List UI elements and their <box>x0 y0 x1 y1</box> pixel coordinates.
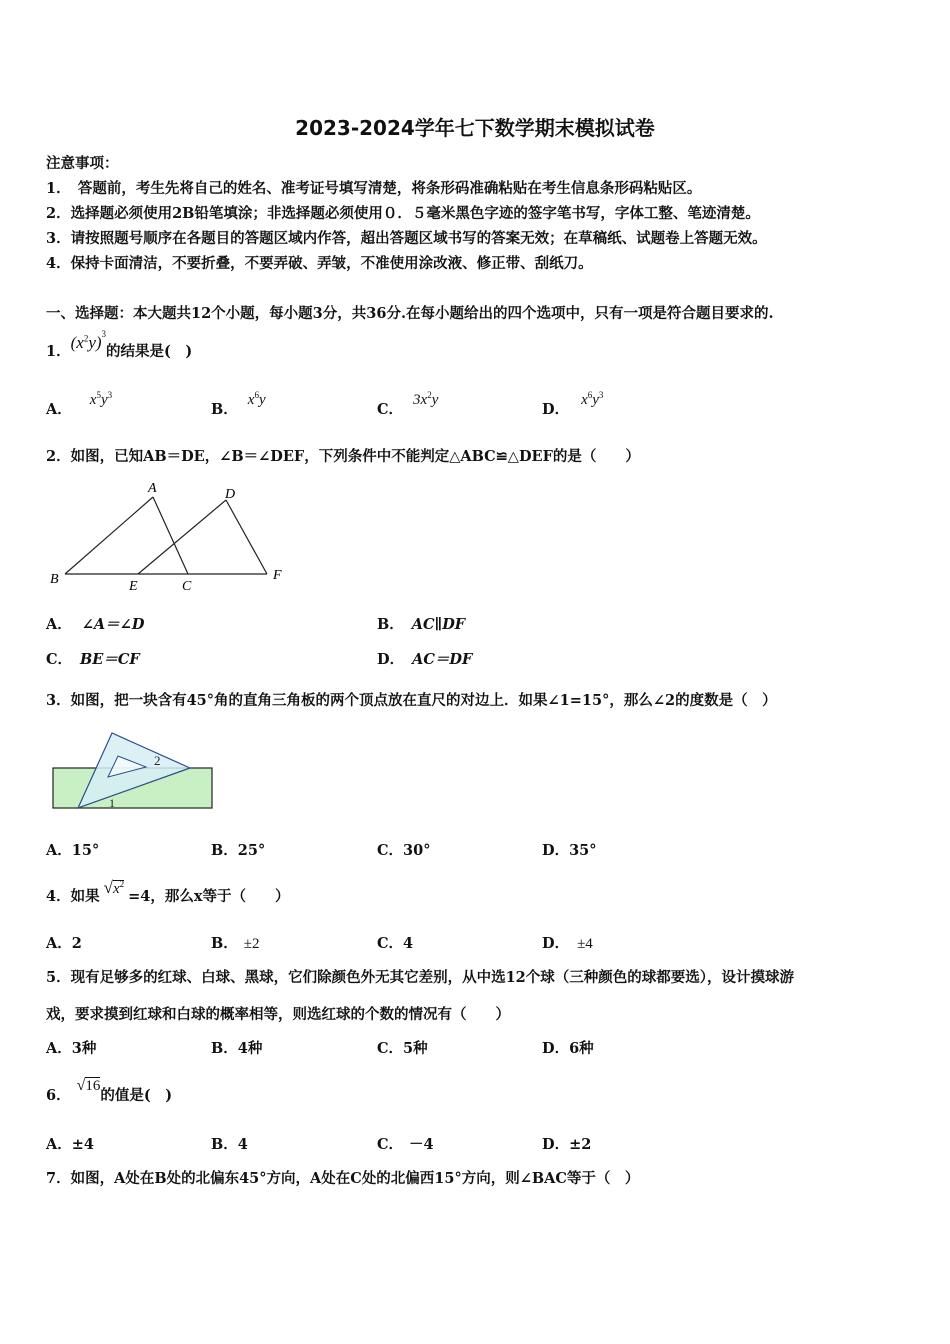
notice-heading: 注意事项： <box>46 155 119 172</box>
question-text: 的值是( ) <box>100 1087 173 1104</box>
sqrt-expression: √16 <box>76 1077 101 1094</box>
option-c[interactable]: C．$3x^2y$ <box>377 390 439 418</box>
triangle-figure <box>40 476 300 596</box>
option-b[interactable]: B．4种 <box>211 1040 263 1057</box>
label-b: B <box>50 572 59 587</box>
option-a[interactable]: A．$x^5y^3$ <box>46 390 113 418</box>
option-a[interactable]: A． ∠A＝∠D <box>46 616 145 633</box>
option-b[interactable]: B．4 <box>211 1136 248 1153</box>
question-7-text: 7．如图，A处在B处的北偏东45°方向，A处在C处的北偏西15°方向，则∠BAC等于（ ） <box>46 1170 640 1187</box>
line-ba <box>65 497 153 574</box>
question-number: 1． <box>46 343 71 360</box>
option-d[interactable]: D．6种 <box>542 1040 594 1057</box>
notice-item: 1． 答题前，考生先将自己的姓名、准考证号填写清楚，将条形码准确粘贴在考生信息条形码粘贴区。 <box>46 180 702 197</box>
option-c[interactable]: C． BE＝CF <box>46 651 140 668</box>
option-d[interactable]: D．±2 <box>542 1136 592 1153</box>
option-d[interactable]: D．35° <box>542 842 597 859</box>
option-a[interactable]: A．3种 <box>46 1040 97 1057</box>
line-ac <box>153 497 188 574</box>
question-text: =4，那么x等于（ ） <box>128 888 290 905</box>
question-number: 6． <box>46 1087 71 1104</box>
label-c: C <box>182 579 192 594</box>
option-c[interactable]: C．4 <box>377 935 414 952</box>
angle-1-label: 1 <box>109 796 115 810</box>
option-d[interactable]: D． AC＝DF <box>377 651 473 668</box>
option-b[interactable]: B． ±2 <box>211 935 260 952</box>
label-d: D <box>225 487 236 502</box>
option-c[interactable]: C．5种 <box>377 1040 428 1057</box>
option-a[interactable]: A．±4 <box>46 1136 95 1153</box>
question-expression: $(x^2y)^3$ <box>70 329 107 352</box>
page-title: 2023-2024学年七下数学期末模拟试卷 <box>295 116 655 140</box>
option-d[interactable]: D． ±4 <box>542 935 593 952</box>
angle-2-label: 2 <box>154 753 161 768</box>
option-a[interactable]: A．2 <box>46 935 82 952</box>
notice-item: 3．请按照题号顺序在各题目的答题区域内作答，超出答题区域书写的答案无效；在草稿纸、试题卷上答题无效。 <box>46 230 767 247</box>
option-c[interactable]: C．30° <box>377 842 431 859</box>
question-4 <box>46 878 290 906</box>
question-2-text: 2．如图，已知AB＝DE，∠B＝∠DEF，下列条件中不能判定△ABC≌△DEF的是（ ） <box>46 448 640 465</box>
line-df <box>226 500 267 574</box>
option-b[interactable]: B．25° <box>211 842 266 859</box>
question-6 <box>46 1077 173 1105</box>
label-a: A <box>148 481 157 496</box>
sqrt-expression: $√x^2$ <box>103 878 125 897</box>
label-e: E <box>129 579 138 594</box>
ruler-triangle-figure <box>50 730 220 815</box>
question-5-line1: 5．现有足够多的红球、白球、黑球，它们除颜色外无其它差别，从中选12个球（三种颜色的球都要选），设计摸球游 <box>46 969 795 986</box>
notice-item: 2．选择题必须使用2B铅笔填涂；非选择题必须使用０．５毫米黑色字迹的签字笔书写，字体工整、笔迹清楚。 <box>46 205 760 222</box>
notice-item: 4．保持卡面清洁，不要折叠，不要弄破、弄皱，不准使用涂改液、修正带、刮纸刀。 <box>46 255 593 272</box>
option-b[interactable]: B．$x^6y$ <box>211 390 266 418</box>
option-a[interactable]: A．15° <box>46 842 100 859</box>
question-text: 的结果是( ) <box>106 343 193 360</box>
option-b[interactable]: B． AC∥DF <box>377 616 466 633</box>
question-3-text: 3．如图，把一块含有45°角的直角三角板的两个顶点放在直尺的对边上．如果∠1=15°，那么∠2的度数是（ ） <box>46 692 777 709</box>
question-text: 4．如果 <box>46 888 100 905</box>
question-5-line2: 戏，要求摸到红球和白球的概率相等，则选红球的个数的情况有（ ） <box>46 1006 510 1023</box>
option-d[interactable]: D．$x^6y^3$ <box>542 390 604 418</box>
label-f: F <box>273 568 282 583</box>
line-ed <box>138 500 226 574</box>
question-1 <box>46 329 193 361</box>
section-heading: 一、选择题：本大题共12个小题，每小题3分，共36分.在每小题给出的四个选项中，只有一项是符合题目要求的. <box>46 305 774 322</box>
option-c[interactable]: C． －4 <box>377 1136 434 1153</box>
